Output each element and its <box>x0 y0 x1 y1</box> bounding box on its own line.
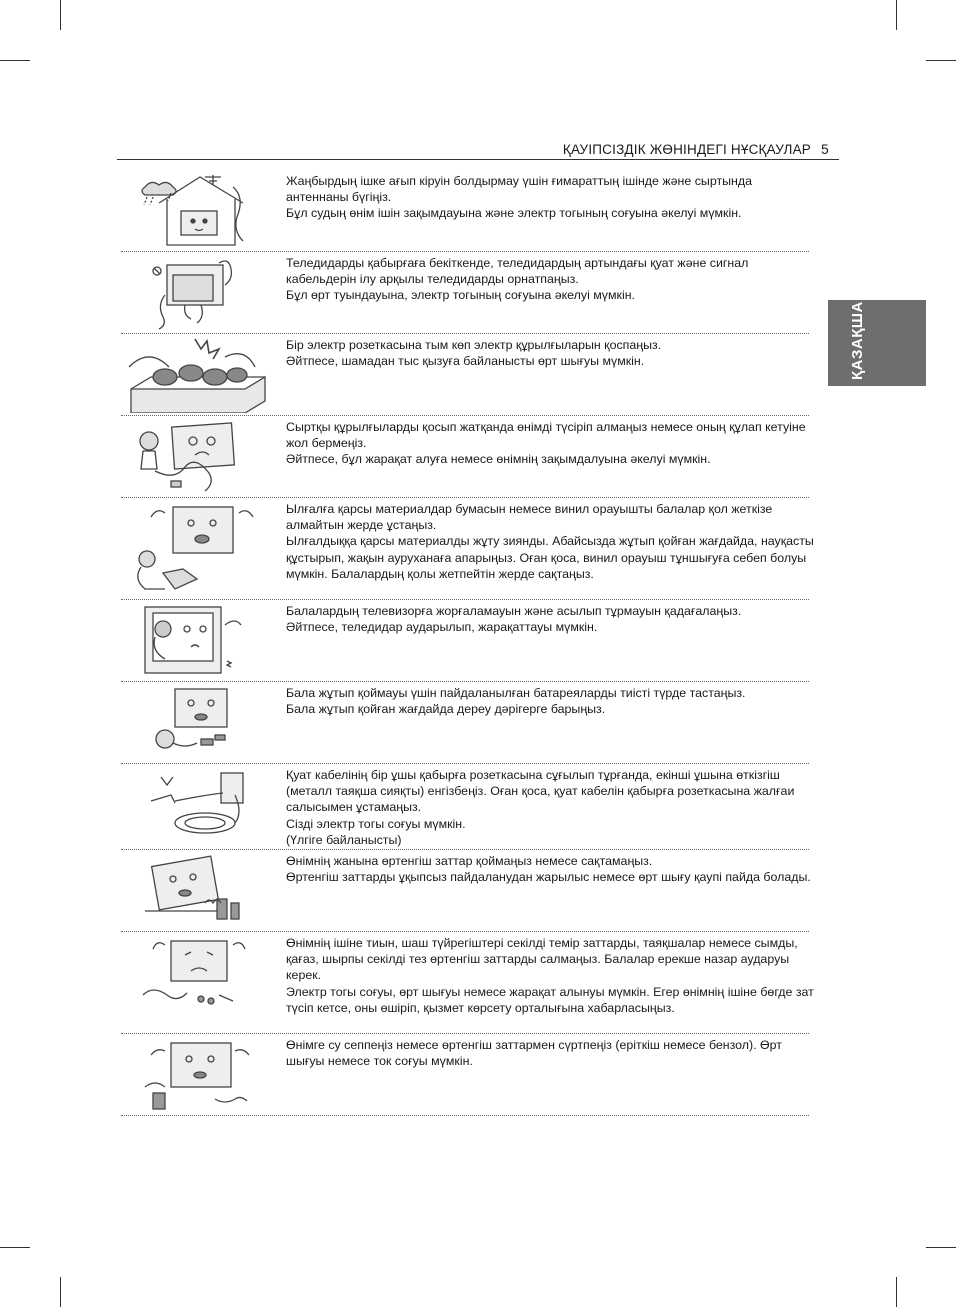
safety-text <box>286 419 816 468</box>
child-climbing-tv-illustration <box>125 603 275 679</box>
metal-objects-illustration <box>125 935 275 1011</box>
language-tab <box>828 300 926 386</box>
safety-text <box>286 767 816 848</box>
instruction-line: Өнімнің ішіне тиын, шаш түйрегіштері секілді темір заттарды, таяқшалар немесе сымды, қағаз, шырпы секілді тез өртенгіш заттарды салмаңыз. Балалар ерекше назар аударуы керек. <box>286 936 798 983</box>
safety-item <box>121 1034 809 1116</box>
safety-text <box>286 501 816 582</box>
page-header <box>117 141 839 160</box>
safety-text <box>286 337 816 369</box>
instruction-line: Бала жұтып қоймауы үшін пайдаланылған батареяларды тиісті түрде тастаңыз. <box>286 686 746 700</box>
warning-line: Өртенгіш заттарды ұқыпсыз пайдаланудан жарылыс немесе өрт шығу қаупі пайда болады. <box>286 870 811 885</box>
crop-mark <box>896 0 897 30</box>
child-cable-tv-illustration <box>125 419 275 495</box>
safety-item <box>121 170 809 252</box>
warning-line: Бұл судың өнім ішін зақымдауына және электр тогының соғуына әкелуі мүмкін. <box>286 206 742 221</box>
safety-item <box>121 932 814 1034</box>
safety-text <box>286 1037 816 1069</box>
safety-item <box>121 850 809 932</box>
warning-line: Электр тогы соғуы, өрт шығуы немесе жарақат алынуы мүмкін. Егер өнімнің ішіне бөгде зат түсіп кетсе, оны өшіріп, қызмет көрсету орталығына хабарласыңыз. <box>286 984 814 1015</box>
crop-mark <box>926 1247 956 1248</box>
metal-rod-outlet-illustration <box>125 767 275 843</box>
overloaded-outlet-illustration <box>125 337 275 413</box>
instruction-line: Теледидарды қабырғаға бекіткенде, теледидардың артындағы қуат және сигнал кабельдерін ілу арқылы теледидарды орнатпаңыз. <box>286 256 749 287</box>
safety-item <box>121 600 809 682</box>
safety-item <box>121 334 809 416</box>
instruction-line: Өнімге су сеппеңіз немесе өртенгіш заттармен сүртпеңіз (еріткіш немесе бензол). Өрт шығуы немесе ток соғуы мүмкін. <box>286 1038 782 1069</box>
child-battery-illustration <box>125 685 275 761</box>
safety-text <box>286 255 816 304</box>
safety-item <box>121 682 809 764</box>
note-line: (Үлгіге байланысты) <box>286 832 402 847</box>
flammable-items-illustration <box>125 853 275 929</box>
instruction-line: Ылғалға қарсы материалдар бумасын немесе винил орауышты балалар қол жеткізе алмайтын жерде ұстаңыз. <box>286 502 773 533</box>
safety-text <box>286 685 816 717</box>
warning-line: Әйтпесе, теледидар аударылып, жарақаттауы мүмкін. <box>286 620 598 635</box>
crop-mark <box>0 60 30 61</box>
safety-text <box>286 173 816 222</box>
language-tab-label: ҚАЗАҚША <box>849 301 866 380</box>
safety-item <box>121 416 809 498</box>
safety-text <box>286 853 816 885</box>
warning-line: Сізді электр тогы соғуы мүмкін. <box>286 816 466 831</box>
crop-mark <box>926 60 956 61</box>
wall-mount-cables-illustration <box>125 255 275 331</box>
warning-line: Бұл өрт туындауына, электр тогының соғуына әкелуі мүмкін. <box>286 288 635 303</box>
instruction-line: Өнімнің жанына өртенгіш заттар қоймаңыз немесе сақтамаңыз. <box>286 854 653 868</box>
crop-mark <box>60 0 61 30</box>
instruction-line: Сыртқы құрылғыларды қосып жатқанда өнімді түсіріп алмаңыз немесе оның құлап кетуіне жол бермеңіз. <box>286 420 806 451</box>
safety-item <box>121 764 809 850</box>
antenna-house-illustration <box>125 173 275 249</box>
page-number: 5 <box>821 142 829 157</box>
child-packaging-illustration <box>125 501 275 597</box>
section-title: ҚАУІПСІЗДІК ЖӨНІНДЕГІ НҰСҚАУЛАР <box>562 142 811 157</box>
instruction-line: Қуат кабелінің бір ұшы қабырға розеткасына сұғылып тұрғанда, екінші ұшына өткізгіш (металл таяқша сияқты) енгізбеңіз. Оған қоса, қуат кабелін қабырға розеткасына жалғаи салысымен ұстамаңыз. <box>286 768 795 815</box>
instruction-line: Жаңбырдың ішке ағып кіруін болдырмау үшін ғимараттың ішінде және сыртында антеннаны бүгіңіз. <box>286 174 752 205</box>
safety-text <box>286 603 816 635</box>
crop-mark <box>0 1247 30 1248</box>
safety-list <box>121 170 814 1116</box>
warning-line: Әйтпесе, бұл жарақат алуға немесе өнімнің зақымдалуына әкелуі мүмкін. <box>286 452 711 467</box>
instruction-line: Бір электр розеткасына тым көп электр құрылғыларын қоспаңыз. <box>286 338 662 352</box>
crop-mark <box>60 1277 61 1307</box>
safety-item <box>121 252 809 334</box>
instruction-line: Балалардың телевизорға жорғаламауын және асылып тұрмауын қадағалаңыз. <box>286 604 742 618</box>
warning-line: Бала жұтып қойған жағдайда дереу дәрігерге барыңыз. <box>286 702 606 717</box>
safety-text <box>286 935 816 1016</box>
warning-line: Әйтпесе, шамадан тыс қызуға байланысты өрт шығуы мүмкін. <box>286 354 645 369</box>
crop-mark <box>896 1277 897 1307</box>
safety-item <box>121 498 814 600</box>
warning-line: Ылғалдыққа қарсы материалды жұту зиянды. Абайсызда жұтып қойған жағдайда, науқасты құстырып, жақын ауруханаға апарыңыз. Оған қоса, винил орауыш тұншығуға себеп болуы мүмкін. Балалардың қолы жетпейтін жерде сақтаңыз. <box>286 534 814 581</box>
water-spray-illustration <box>125 1037 275 1113</box>
